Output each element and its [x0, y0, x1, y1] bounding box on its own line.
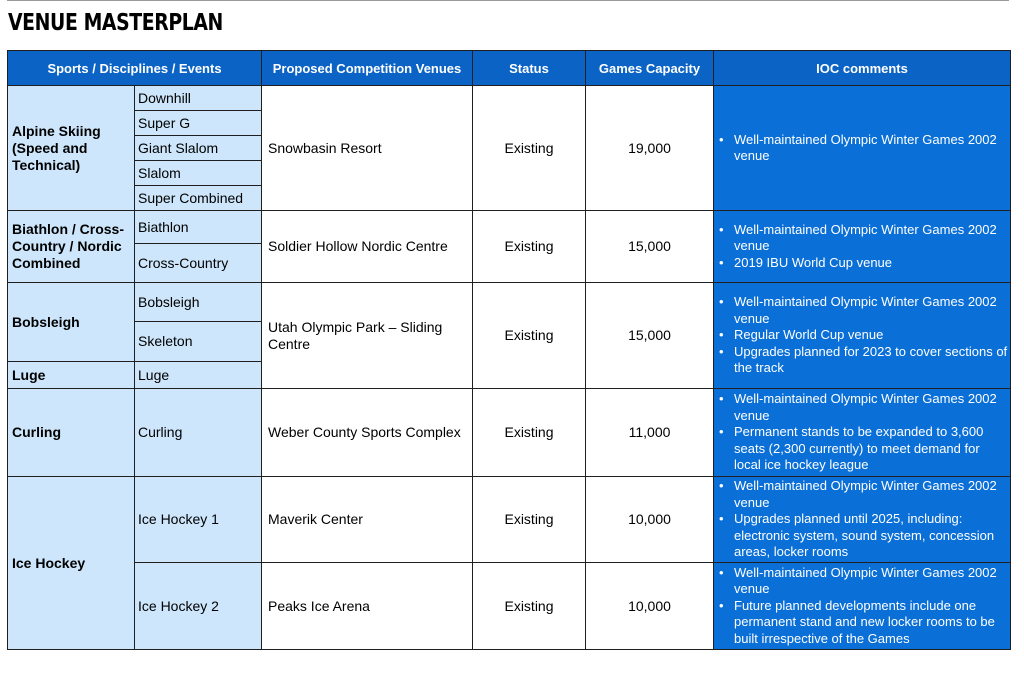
comments-ice-hockey-1 — [714, 477, 1011, 563]
event-giant-slalom: Giant Slalom — [135, 136, 262, 161]
venue-peaks-ice-arena: Peaks Ice Arena — [262, 563, 473, 650]
sport-biathlon: Biathlon / Cross-Country / Nordic Combined — [8, 211, 135, 283]
header-comments: IOC comments — [714, 51, 1011, 86]
comments-biathlon — [714, 211, 1011, 283]
event-cross-country: Cross-Country — [135, 244, 262, 283]
venue-maverik-center: Maverik Center — [262, 477, 473, 563]
comments-alpine — [714, 86, 1011, 211]
capacity-ice-hockey-1: 10,000 — [586, 477, 714, 563]
event-biathlon: Biathlon — [135, 211, 262, 244]
status-ice-hockey-1: Existing — [473, 477, 586, 563]
capacity-alpine: 19,000 — [586, 86, 714, 211]
capacity-curling: 11,000 — [586, 389, 714, 477]
venue-soldier-hollow: Soldier Hollow Nordic Centre — [262, 211, 473, 283]
comment-item: • Upgrades planned for 2023 to cover sections of the track — [716, 344, 1010, 377]
event-slalom: Slalom — [135, 161, 262, 186]
top-rule — [7, 0, 1009, 1]
sport-bobsleigh: Bobsleigh — [8, 283, 135, 362]
event-curling: Curling — [135, 389, 262, 477]
comment-item: • Well-maintained Olympic Winter Games 2002 venue — [716, 478, 1010, 511]
comment-item: • Permanent stands to be expanded to 3,600 seats (2,300 currently) to meet demand for local ice hockey league — [716, 424, 1010, 474]
status-biathlon: Existing — [473, 211, 586, 283]
event-super-combined: Super Combined — [135, 186, 262, 211]
header-sports: Sports / Disciplines / Events — [8, 51, 262, 86]
comment-item: • Well-maintained Olympic Winter Games 2002 venue — [716, 222, 1010, 255]
status-sliding: Existing — [473, 283, 586, 389]
event-bobsleigh: Bobsleigh — [135, 283, 262, 322]
venue-snowbasin: Snowbasin Resort — [262, 86, 473, 211]
status-ice-hockey-2: Existing — [473, 563, 586, 650]
comment-item: • Upgrades planned until 2025, including: electronic system, sound system, concession areas, locker rooms — [716, 511, 1010, 561]
comment-item: • 2019 IBU World Cup venue — [716, 255, 1010, 272]
venue-table — [7, 50, 1011, 650]
sport-curling: Curling — [8, 389, 135, 477]
page-title: VENUE MASTERPLAN — [8, 10, 223, 36]
status-alpine: Existing — [473, 86, 586, 211]
sport-alpine-skiing: Alpine Skiing (Speed and Technical) — [8, 86, 135, 211]
capacity-sliding: 15,000 — [586, 283, 714, 389]
event-luge: Luge — [135, 362, 262, 389]
comments-sliding — [714, 283, 1011, 389]
comment-item: • Regular World Cup venue — [716, 327, 1010, 344]
sport-luge: Luge — [8, 362, 135, 389]
header-venues: Proposed Competition Venues — [262, 51, 473, 86]
header-capacity: Games Capacity — [586, 51, 714, 86]
comments-ice-hockey-2 — [714, 563, 1011, 650]
comment-item: • Well-maintained Olympic Winter Games 2002 venue — [716, 565, 1010, 598]
comments-curling — [714, 389, 1011, 477]
event-super-g: Super G — [135, 111, 262, 136]
venue-utah-olympic-park: Utah Olympic Park – Sliding Centre — [262, 283, 473, 389]
comment-item: • Well-maintained Olympic Winter Games 2002 venue — [716, 391, 1010, 424]
event-skeleton: Skeleton — [135, 322, 262, 362]
capacity-ice-hockey-2: 10,000 — [586, 563, 714, 650]
status-curling: Existing — [473, 389, 586, 477]
sport-ice-hockey: Ice Hockey — [8, 477, 135, 650]
capacity-biathlon: 15,000 — [586, 211, 714, 283]
event-downhill: Downhill — [135, 86, 262, 111]
event-ice-hockey-1: Ice Hockey 1 — [135, 477, 262, 563]
venue-weber-county: Weber County Sports Complex — [262, 389, 473, 477]
comment-item: • Well-maintained Olympic Winter Games 2002 venue — [716, 294, 1010, 327]
comment-item: • Well-maintained Olympic Winter Games 2002 venue — [716, 132, 1010, 165]
header-status: Status — [473, 51, 586, 86]
event-ice-hockey-2: Ice Hockey 2 — [135, 563, 262, 650]
comment-item: • Future planned developments include one permanent stand and new locker rooms to be built irrespective of the Games — [716, 598, 1010, 648]
